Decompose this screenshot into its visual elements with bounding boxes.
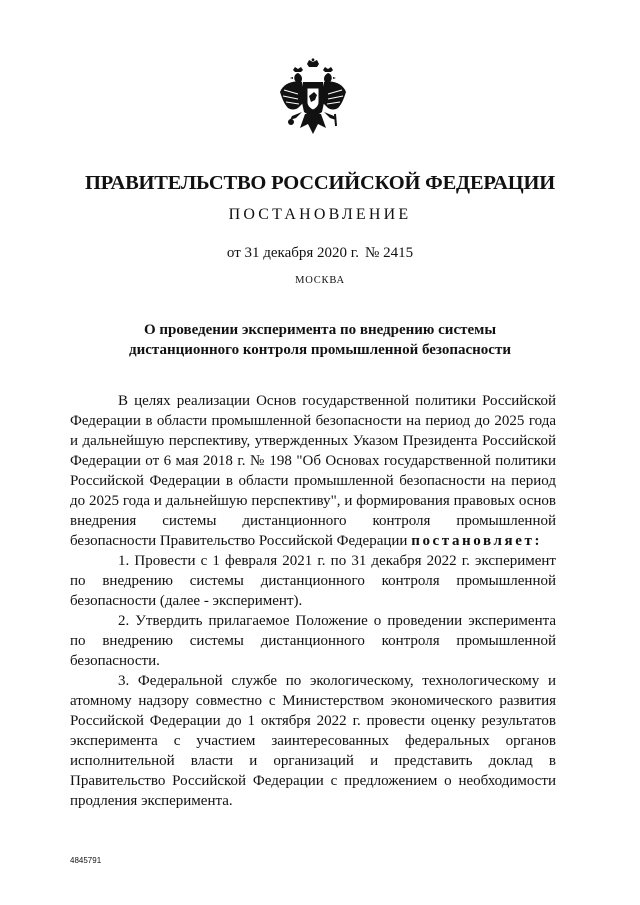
item-3: 3. Федеральной службе по экологическому, технологическому и атомному надзору совместно с Министерством экономического развития Российской Федерации до 1 октября 2022 г. провести оценку результатов эксперимента с участием заинтересованных федеральных органов исполнительной власти и организаций и представить доклад в Правительство Российской Федерации с предложением о необходимости продления эксперимента.: [70, 673, 556, 809]
russian-coat-of-arms-icon: [278, 58, 348, 138]
intro-text: В целях реализации Основ государственной политики Российской Федерации в области промышленной безопасности на период до 2025 года и дальнейшую перспективу, утвержденных Указом Президента Российской Федерации от 6 мая 2018 г. № 198 "Об Основах государственной политики Российской Федерации в области промышленной безопасности на период до 2025 года и дальнейшую перспективу", и формирования правовых основ внедрения системы дистанционного контроля промышленной безопасности Правительство Российской Федерации: [70, 393, 556, 549]
intro-paragraph: [70, 391, 556, 551]
document-body: [70, 391, 556, 811]
document-date: от 31 декабря 2020 г.: [226, 245, 360, 261]
document-subject: [60, 320, 580, 360]
item-1: 1. Провести с 1 февраля 2021 г. по 31 декабря 2022 г. эксперимент по внедрению системы дистанционного контроля промышленной безопасности (далее - эксперимент).: [70, 553, 556, 609]
city: МОСКВА: [295, 275, 345, 286]
document-type: ПОСТАНОВЛЕНИЕ: [228, 206, 412, 223]
subject-line-2: дистанционного контроля промышленной безопасности: [129, 342, 511, 358]
resolves-word: постановляет:: [411, 533, 543, 549]
subject-line-1: О проведении эксперимента по внедрению системы: [143, 322, 497, 338]
government-title: ПРАВИТЕЛЬСТВО РОССИЙСКОЙ ФЕДЕРАЦИИ: [85, 172, 555, 194]
item-2: 2. Утвердить прилагаемое Положение о проведении эксперимента по внедрению системы дистанционного контроля промышленной безопасности.: [70, 613, 556, 669]
date-number-line: [0, 245, 640, 262]
document-number: № 2415: [365, 245, 414, 261]
document-code: 4845791: [70, 856, 102, 865]
